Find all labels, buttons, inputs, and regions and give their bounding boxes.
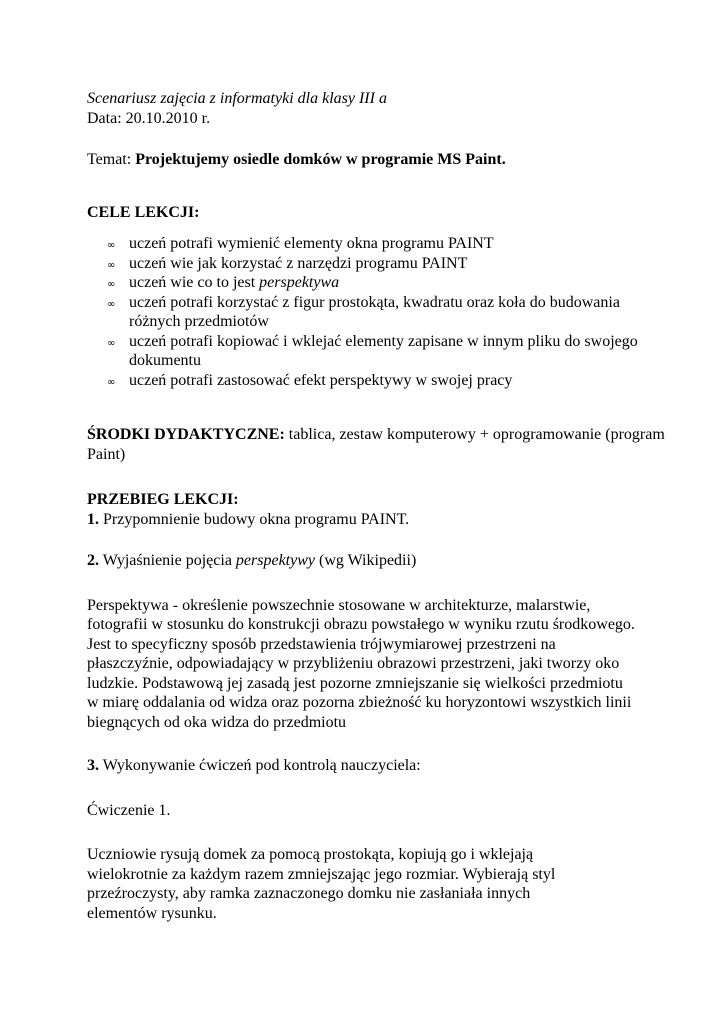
resources-text: tablica, zestaw komputerowy + oprogramowanie (program Paint) xyxy=(87,426,665,463)
date-line: Data: 20.10.2010 r. xyxy=(87,109,211,127)
exercise-description: Uczniowie rysują domek za pomocą prostokąta, kopiują go i wklejają wielokrotnie za każdym razem zmniejszając jego rozmiar. Wybierają styl przeźroczysty, aby ramka zaznaczonego domku nie zasłaniała innych elementów rysunku. xyxy=(87,846,556,922)
infinity-bullet-icon: ∞ xyxy=(107,279,116,290)
topic-line xyxy=(87,150,667,170)
step-2: 2. Wyjaśnienie pojęcia perspektywy (wg Wikipedii) xyxy=(87,552,417,569)
topic-title: Projektujemy osiedle domków w programie MS Paint. xyxy=(135,151,506,168)
infinity-bullet-icon: ∞ xyxy=(107,337,116,349)
infinity-bullet-icon: ∞ xyxy=(107,298,116,310)
infinity-bullet-icon: ∞ xyxy=(107,240,116,251)
resources-label: ŚRODKI DYDAKTYCZNE: xyxy=(87,426,285,443)
infinity-bullet-icon: ∞ xyxy=(107,376,116,388)
list-item: ∞ uczeń potrafi zastosować efekt perspektywy w swojej pracy xyxy=(129,371,667,391)
subject-line xyxy=(87,89,667,109)
step-1: 1. Przypomnienie budowy okna programu PAINT. xyxy=(87,510,410,528)
resources-line xyxy=(87,425,667,464)
subject-line-text: Scenariusz zajęcia z informatyki dla klasy III a xyxy=(87,90,387,107)
list-item: ∞ uczeń potrafi wymienić elementy okna programu PAINT xyxy=(129,234,667,254)
list-item: ∞ uczeń wie co to jest perspektywa xyxy=(129,273,667,293)
list-item: ∞ uczeń potrafi kopiować i wklejać elementy zapisane w innym pliku do swojego dokumentu xyxy=(107,332,638,369)
goals-list xyxy=(87,234,667,390)
exercise-title: Ćwiczenie 1. xyxy=(87,801,171,819)
perspective-definition: Perspektywa - określenie powszechnie stosowane w architekturze, malarstwie, fotografii w stosunku do konstrukcji obrazu powstałego w wyniku rzutu środkowego. Jest to specyficzny sposób przedstawienia trójwymiarowej przestrzeni na płaszczyźnie, odpowiadający w przybliżeniu obrazowi przestrzeni, jaki tworzy oko ludzkie. Podstawową jej zasadą jest pozorne zmniejszanie się wielkości przedmiotu w miarę oddalania od widza oraz pozorna zbieżność ku horyzontowi wszystkich linii biegnących od oka widza do przedmiotu xyxy=(87,596,635,731)
infinity-bullet-icon: ∞ xyxy=(107,259,116,271)
topic-label: Temat: xyxy=(87,151,136,168)
list-item: ∞ uczeń potrafi korzystać z figur prostokąta, kwadratu oraz koła do budowania różnych przedmiotów xyxy=(107,293,620,330)
list-item: ∞ uczeń wie jak korzystać z narzędzi programu PAINT xyxy=(129,254,667,274)
course-heading: PRZEBIEG LEKCJI: xyxy=(87,491,239,508)
step-3: 3. Wykonywanie ćwiczeń pod kontrolą nauczyciela: xyxy=(87,757,421,774)
document-page xyxy=(87,89,667,923)
goals-heading: CELE LEKCJI: xyxy=(87,203,200,221)
